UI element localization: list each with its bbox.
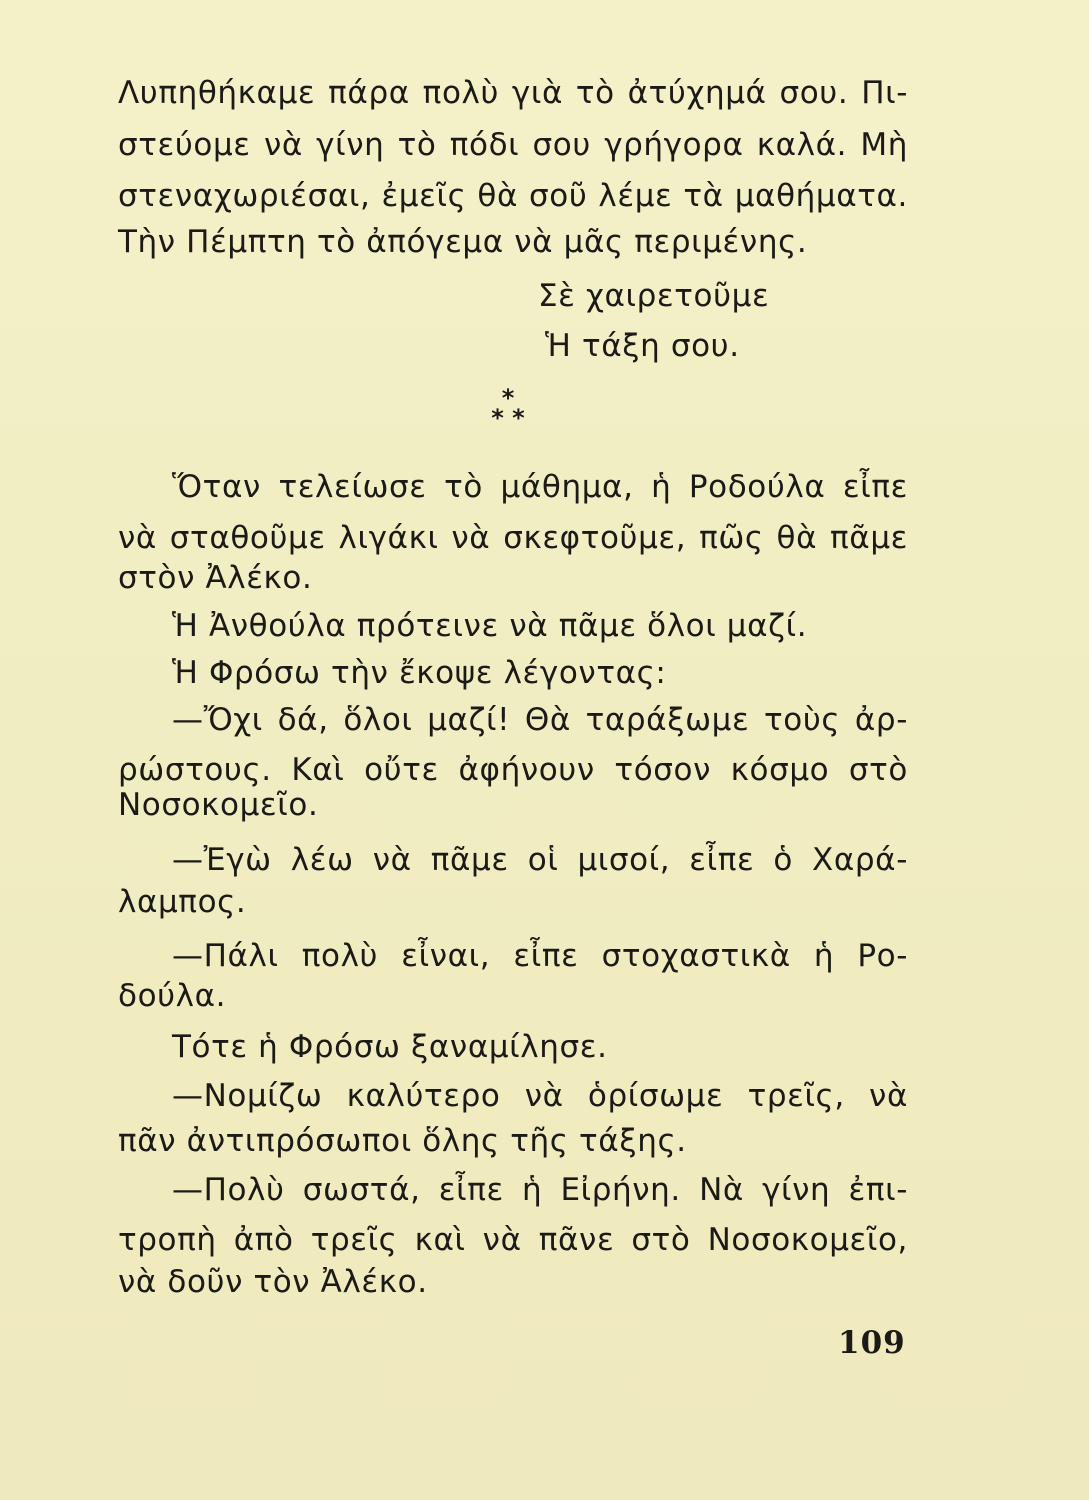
letter-line-1: Λυπηθήκαμε πάρα πολὺ γιὰ τὸ ἀτύχημά σου. Πι- xyxy=(118,75,908,111)
letter-signature: Ἡ τάξη σου. xyxy=(545,328,740,364)
body-line-12: δούλα. xyxy=(118,978,227,1014)
body-line-6: —Ὄχι δά, ὅλοι μαζί! Θὰ ταράξωμε τοὺς ἀρ- xyxy=(172,702,908,738)
body-line-15: πᾶν ἀντιπρόσωποι ὅλης τῆς τάξης. xyxy=(118,1123,687,1159)
body-line-17: τροπὴ ἀπὸ τρεῖς καὶ νὰ πᾶνε στὸ Νοσοκομεῖο, xyxy=(118,1222,908,1258)
letter-line-2: στεύομε νὰ γίνη τὸ πόδι σου γρήγορα καλά. Μὴ xyxy=(118,127,908,163)
letter-line-3: στεναχωριέσαι, ἐμεῖς θὰ σοῦ λέμε τὰ μαθήματα. xyxy=(118,178,908,214)
body-line-14: —Νομίζω καλύτερο νὰ ὁρίσωμε τρεῖς, νὰ xyxy=(172,1078,908,1114)
section-separator xyxy=(478,384,538,438)
body-line-9: —Ἐγὼ λέω νὰ πᾶμε οἱ μισοί, εἶπε ὁ Χαρά- xyxy=(172,842,908,878)
page-number: 109 xyxy=(838,1325,906,1361)
separator-star-top: * xyxy=(501,384,515,412)
letter-greeting: Σὲ χαιρετοῦμε xyxy=(538,278,770,314)
body-line-7: ρώστους. Καὶ οὔτε ἀφήνουν τόσον κόσμο στὸ xyxy=(118,752,908,788)
body-line-1: Ὅταν τελείωσε τὸ μάθημα, ἡ Ροδούλα εἶπε xyxy=(172,469,908,505)
body-line-18: νὰ δοῦν τὸν Ἀλέκο. xyxy=(118,1264,428,1300)
body-line-2: νὰ σταθοῦμε λιγάκι νὰ σκεφτοῦμε, πῶς θὰ πᾶμε xyxy=(118,520,908,556)
body-line-16: —Πολὺ σωστά, εἶπε ἡ Εἰρήνη. Νὰ γίνη ἐπι- xyxy=(172,1172,908,1208)
body-line-13: Τότε ἡ Φρόσω ξαναμίλησε. xyxy=(172,1029,608,1065)
body-line-11: —Πάλι πολὺ εἶναι, εἶπε στοχαστικὰ ἡ Ρο- xyxy=(172,938,908,974)
separator-star-bottom: * * xyxy=(491,404,525,432)
body-line-5: Ἡ Φρόσω τὴν ἔκοψε λέγοντας: xyxy=(172,655,667,691)
body-line-8: Νοσοκομεῖο. xyxy=(118,787,319,823)
body-line-10: λαμπος. xyxy=(118,884,247,920)
body-line-4: Ἡ Ἀνθούλα πρότεινε νὰ πᾶμε ὅλοι μαζί. xyxy=(172,608,808,644)
letter-line-4: Τὴν Πέμπτη τὸ ἀπόγεμα νὰ μᾶς περιμένης. xyxy=(118,224,808,260)
body-line-3: στὸν Ἀλέκο. xyxy=(118,560,313,596)
